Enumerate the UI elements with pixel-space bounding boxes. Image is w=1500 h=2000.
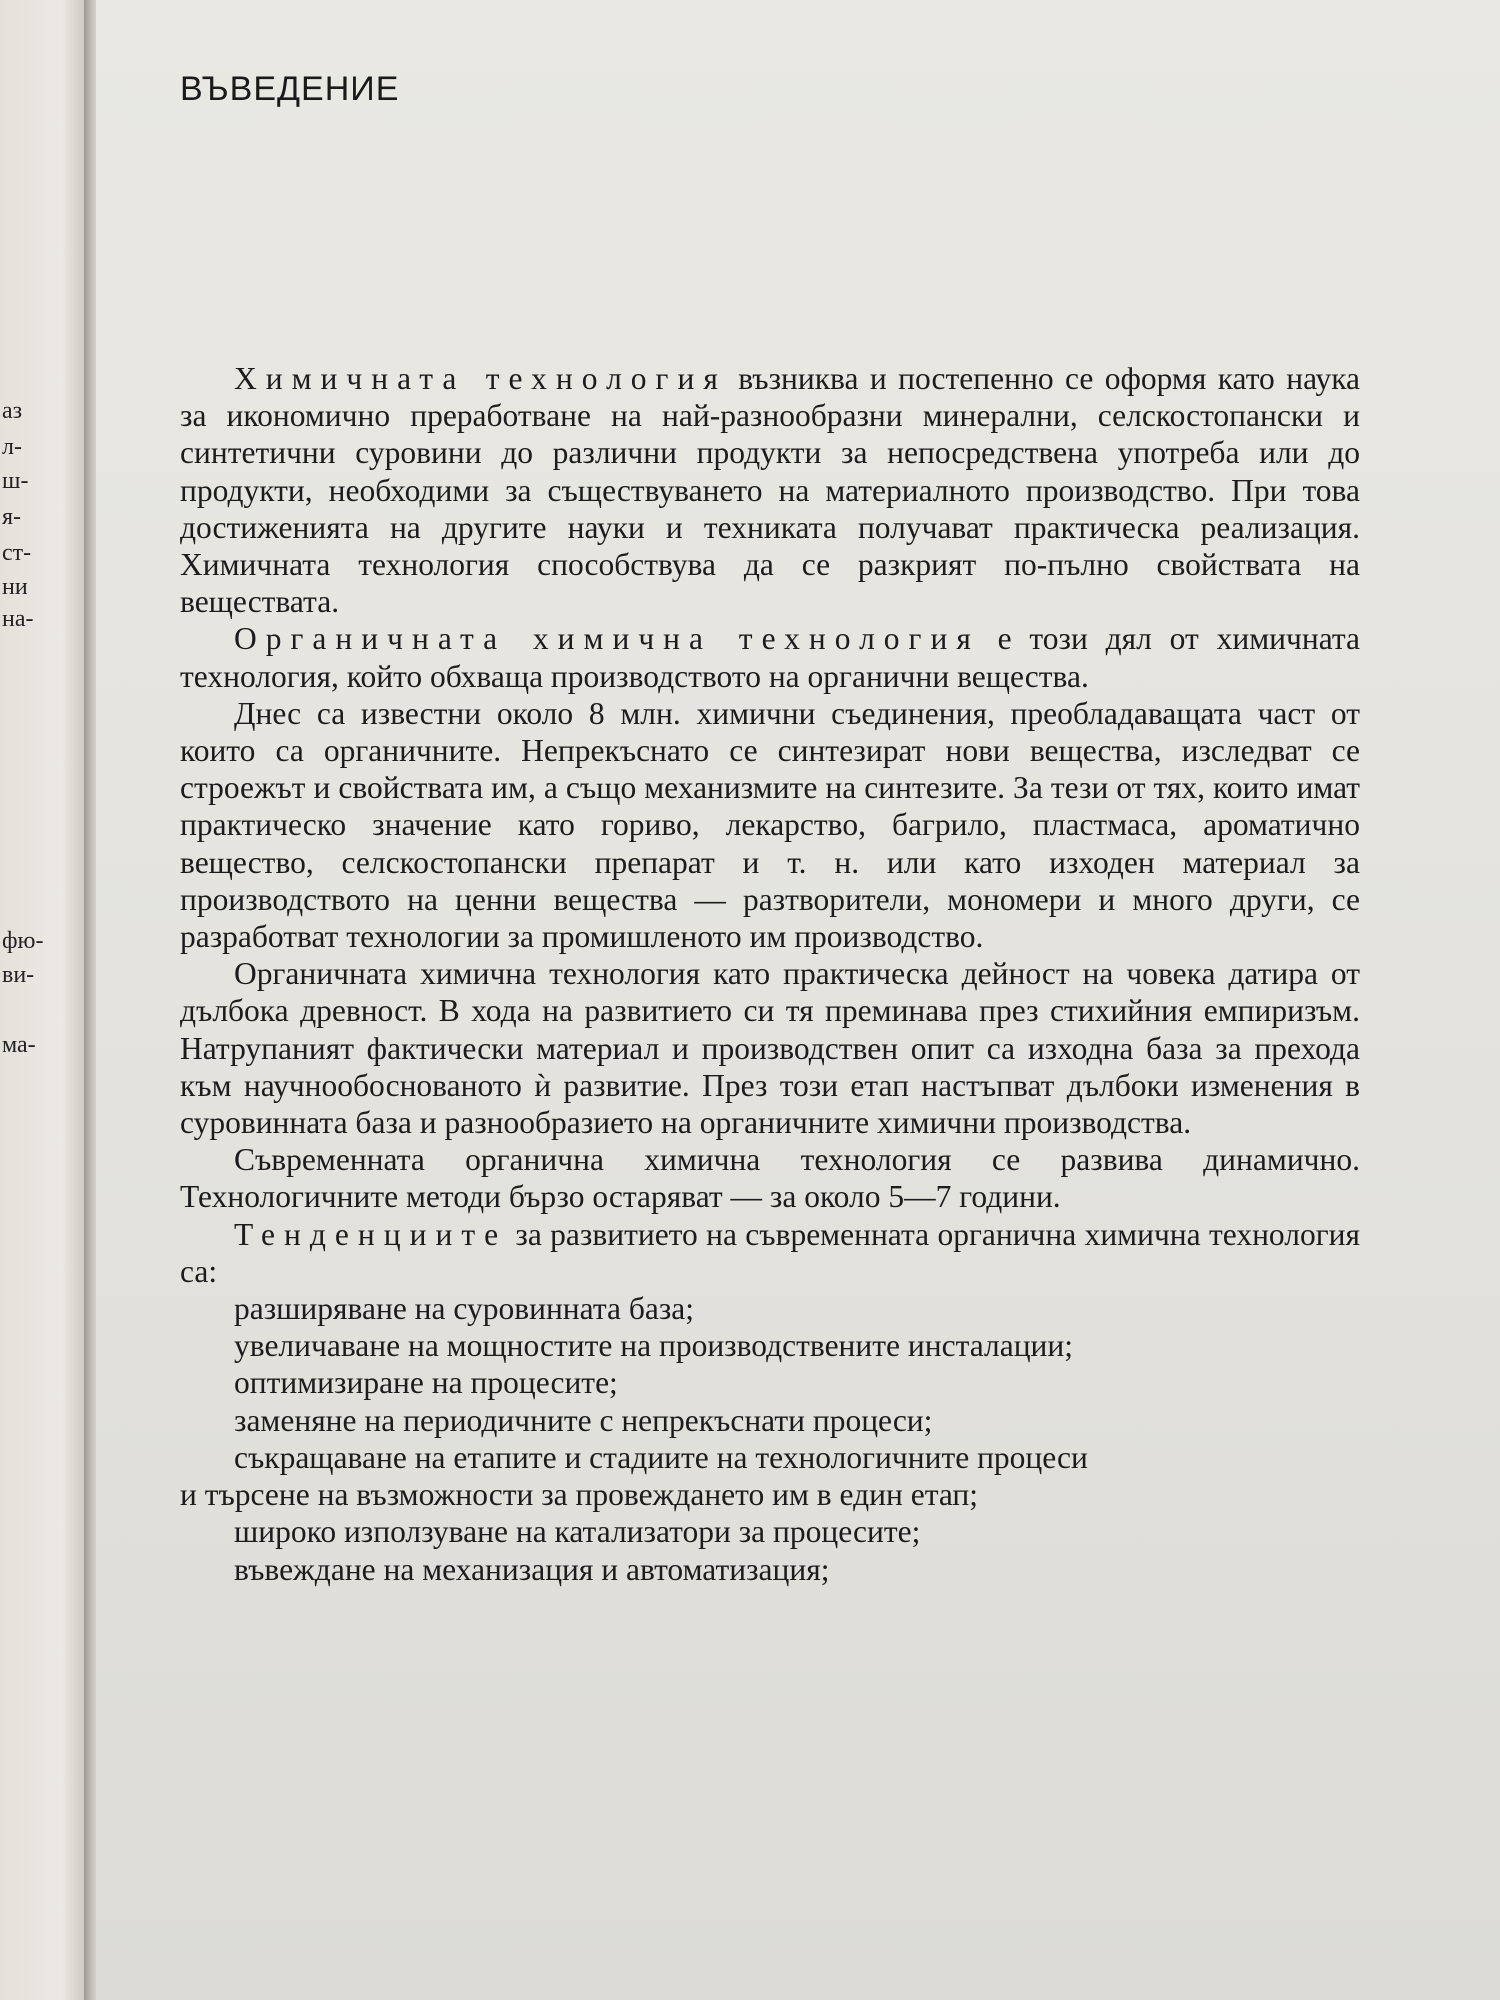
spaced-term: Тенденциите — [234, 1216, 508, 1252]
spaced-term: Химичната технология — [234, 361, 727, 396]
left-page-fragment: ш- — [2, 468, 29, 494]
list-item-continuation: и търсене на възможности за провеждането им в един етап; — [180, 1477, 979, 1513]
left-page-fragment: ви- — [2, 962, 35, 988]
left-page-fragment: на- — [2, 606, 34, 632]
left-page-fragment: ст- — [2, 540, 32, 566]
paragraph — [180, 1216, 1360, 1290]
list-item: увеличаване на мощностите на производствените инсталации; — [234, 1328, 1074, 1364]
paragraph-text: е този дял от химичната технология, който обхваща производството на органични вещества. — [180, 621, 1360, 694]
list-item: въвеждане на механизация и автоматизация; — [234, 1551, 830, 1587]
tendencies-list — [180, 1290, 1360, 1588]
list-item: оптимизиране на процесите; — [234, 1365, 618, 1401]
list-item: разширяване на суровинната база; — [234, 1291, 695, 1327]
paragraph-text: възниква и постепенно се оформя като наука за икономично преработване на най-разнообразни минерални, селскостопански и синтетични суровини до различни продукти за непосредствена употреба или до продукти, необходими за съществуването на материалното производство. При това достиженията на другите науки и техниката получават практическа реализация. Химичната технология способствува да се разкрият по-пълно свойствата на веществата. — [180, 361, 1361, 620]
list-item: широко използуване на катализатори за процесите; — [234, 1514, 921, 1550]
paragraph-text: за развитието на съвременната органична химична технология са: — [180, 1216, 1360, 1289]
left-page-fragment: фю- — [2, 928, 44, 954]
book-page — [96, 0, 1500, 2000]
left-page-fragment: я- — [2, 504, 22, 530]
left-page-fragment: ма- — [2, 1032, 36, 1058]
chapter-heading: ВЪВЕДЕНИЕ — [180, 70, 400, 108]
spaced-term: Органичната химична технология — [234, 621, 980, 657]
paragraph: Днес са известни около 8 млн. химични съединения, преобладаващата част от които са органичните. Непрекъснато се синтезират нови вещества, изследват се строежът и свойствата им, а също механизмите на синтезите. За тези от тях, които имат практическо значение като гориво, лекарство, багрило, пластмаса, ароматично вещество, селскостопански препарат и т. н. или като изходен материал за производството на ценни вещества — разтворители, мономери и много други, се разработват технологии за промишленото им производство. — [180, 695, 1360, 955]
paragraph — [180, 360, 1360, 620]
previous-page-edge — [0, 0, 88, 2000]
paragraph: Съвременната органична химична технология се развива динамично. Технологичните методи бързо остаряват — за около 5—7 години. — [180, 1142, 1360, 1215]
list-item: заменяне на периодичните с непрекъснати процеси; — [234, 1402, 933, 1438]
list-item: съкращаване на етапите и стадиите на технологичните процеси — [234, 1439, 1088, 1475]
paragraph — [180, 620, 1360, 694]
body-text — [180, 360, 1360, 1588]
paragraph: Органичната химична технология като практическа дейност на човека датира от дълбока древност. В хода на развитието си тя преминава през стихийния емпиризъм. Натрупаният фактически материал и производствен опит са изходна база за прехода към научнообоснованото ѝ развитие. През този етап настъпват дълбоки изменения в суровинната база и разнообразието на органичните химични производства. — [180, 956, 1360, 1141]
left-page-fragment: ни — [2, 574, 28, 600]
left-page-fragment: аз — [2, 398, 23, 424]
left-page-fragment: л- — [2, 434, 22, 460]
